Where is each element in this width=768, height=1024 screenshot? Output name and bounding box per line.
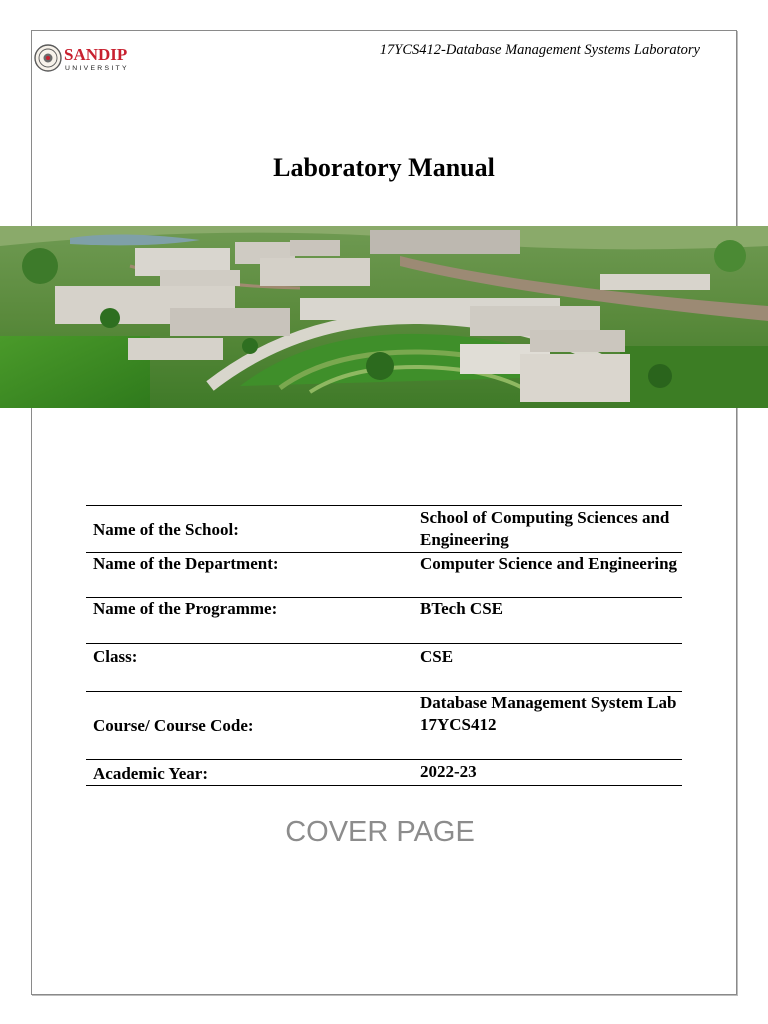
table-row: [86, 692, 682, 760]
table-row: [86, 506, 682, 553]
row-label: Name of the Programme:: [93, 599, 278, 618]
campus-aerial-photo: [0, 226, 768, 408]
row-value: BTech CSE: [420, 599, 503, 618]
row-value: CSE: [420, 647, 454, 666]
row-label: Name of the Department:: [93, 554, 279, 573]
cover-page-label: COVER PAGE: [285, 816, 475, 848]
row-value: School of Computing Sciences and Engineering: [420, 508, 670, 549]
table-row: [86, 760, 682, 786]
sandip-university-logo: [34, 42, 146, 74]
row-label: Name of the School:: [93, 519, 239, 539]
table-row: [86, 598, 682, 644]
course-header: 17YCS412-Database Management Systems Laboratory: [379, 42, 700, 58]
row-value: Database Management System Lab 17YCS412: [420, 693, 677, 734]
row-label: Course/ Course Code:: [93, 715, 254, 735]
row-value: 2022-23: [420, 762, 477, 781]
course-info-table: [86, 505, 682, 786]
document-title: Laboratory Manual: [273, 153, 495, 182]
row-value: Computer Science and Engineering: [420, 554, 678, 573]
row-label: Academic Year:: [93, 764, 209, 783]
row-label: Class:: [93, 647, 138, 666]
table-row: [86, 553, 682, 598]
table-row: [86, 644, 682, 692]
logo-brand: SANDIP: [64, 45, 128, 64]
logo-sub: UNIVERSITY: [65, 65, 129, 72]
